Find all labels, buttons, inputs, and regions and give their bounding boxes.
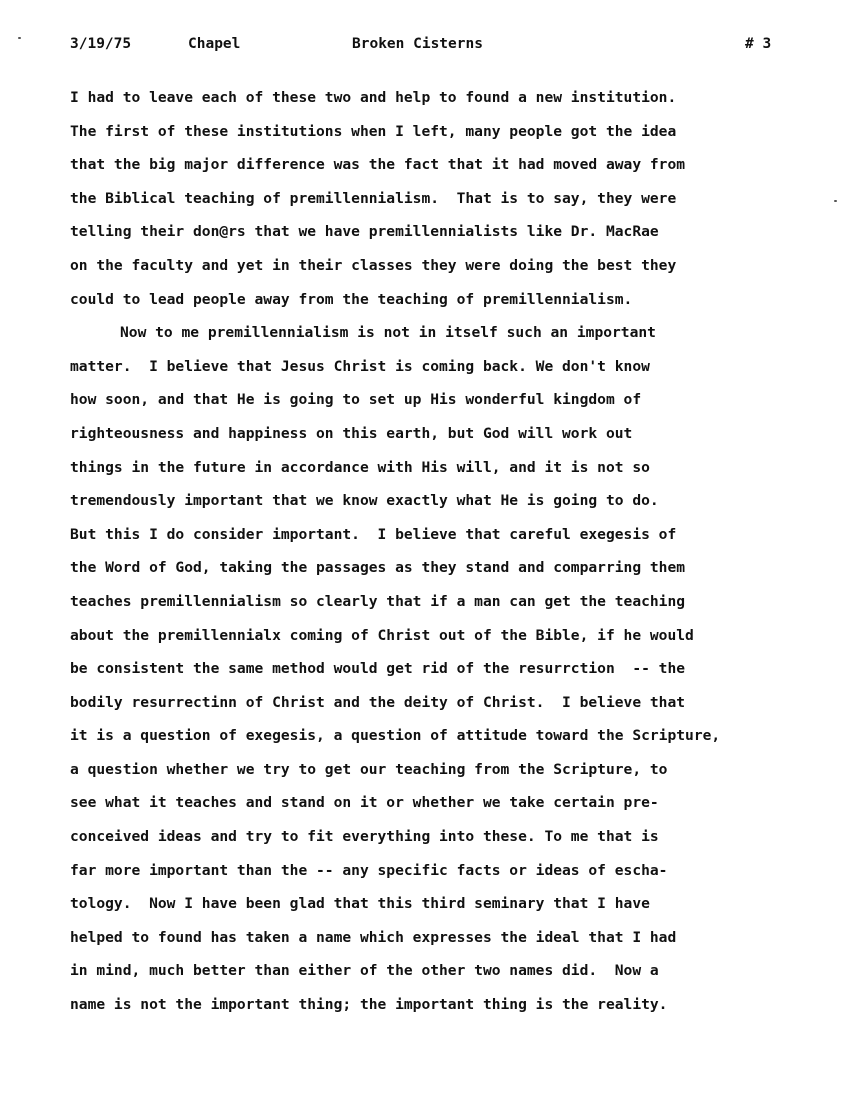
text-line: matter. I believe that Jesus Christ is coming back. We don't know (70, 357, 650, 375)
text-line: tology. Now I have been glad that this third seminary that I have (70, 895, 650, 913)
text-line: conceived ideas and try to fit everything into these. To me that is (70, 828, 659, 846)
text-line: a question whether we try to get our teaching from the Scripture, to (70, 760, 668, 778)
text-line: things in the future in accordance with His will, and it is not so (70, 458, 650, 476)
text-line: on the faculty and yet in their classes they were doing the best they (70, 256, 677, 274)
stray-mark (834, 200, 837, 202)
text-line: righteousness and happiness on this earth, but God will work out (70, 424, 633, 442)
page-header (0, 36, 849, 58)
text-line: how soon, and that He is going to set up His wonderful kingdom of (70, 391, 642, 409)
text-line: But this I do consider important. I believe that careful exegesis of (70, 525, 677, 543)
text-line: that the big major difference was the fact that it had moved away from (70, 156, 686, 174)
text-line: it is a question of exegesis, a question of attitude toward the Scripture, (70, 727, 721, 745)
header-date: 3/19/75 (70, 36, 132, 52)
text-line: could to lead people away from the teaching of premillennialism. (70, 290, 633, 308)
text-line: see what it teaches and stand on it or whether we take certain pre- (70, 794, 659, 812)
text-line: in mind, much better than either of the other two names did. Now a (70, 962, 659, 980)
text-line: be consistent the same method would get rid of the resurrction -- the (70, 660, 686, 678)
text-line: name is not the important thing; the important thing is the reality. (70, 996, 668, 1014)
header-venue: Chapel (188, 36, 241, 52)
text-line: I had to leave each of these two and help to found a new institution. (70, 89, 677, 106)
text-line: the Biblical teaching of premillennialism. That is to say, they were (70, 189, 677, 207)
text-line: helped to found has taken a name which expresses the ideal that I had (70, 928, 677, 946)
paragraph-first-line: Now to me premillennialism is not in itself such an important (120, 324, 656, 342)
text-line: teaches premillennialism so clearly that if a man can get the teaching (70, 592, 686, 610)
header-title: Broken Cisterns (352, 36, 483, 52)
text-line: The first of these institutions when I left, many people got the idea (70, 122, 677, 140)
text-line: about the premillennialx coming of Christ out of the Bible, if he would (70, 626, 694, 644)
text-line: the Word of God, taking the passages as they stand and comparring them (70, 559, 686, 577)
body-text (70, 87, 830, 1028)
header-page-number: # 3 (745, 36, 772, 52)
text-line: bodily resurrectinn of Christ and the deity of Christ. I believe that (70, 693, 686, 711)
text-line: telling their don@rs that we have premillennialists like Dr. MacRae (70, 223, 659, 241)
text-line: tremendously important that we know exactly what He is going to do. (70, 492, 659, 510)
text-line: far more important than the -- any specific facts or ideas of escha- (70, 861, 668, 879)
